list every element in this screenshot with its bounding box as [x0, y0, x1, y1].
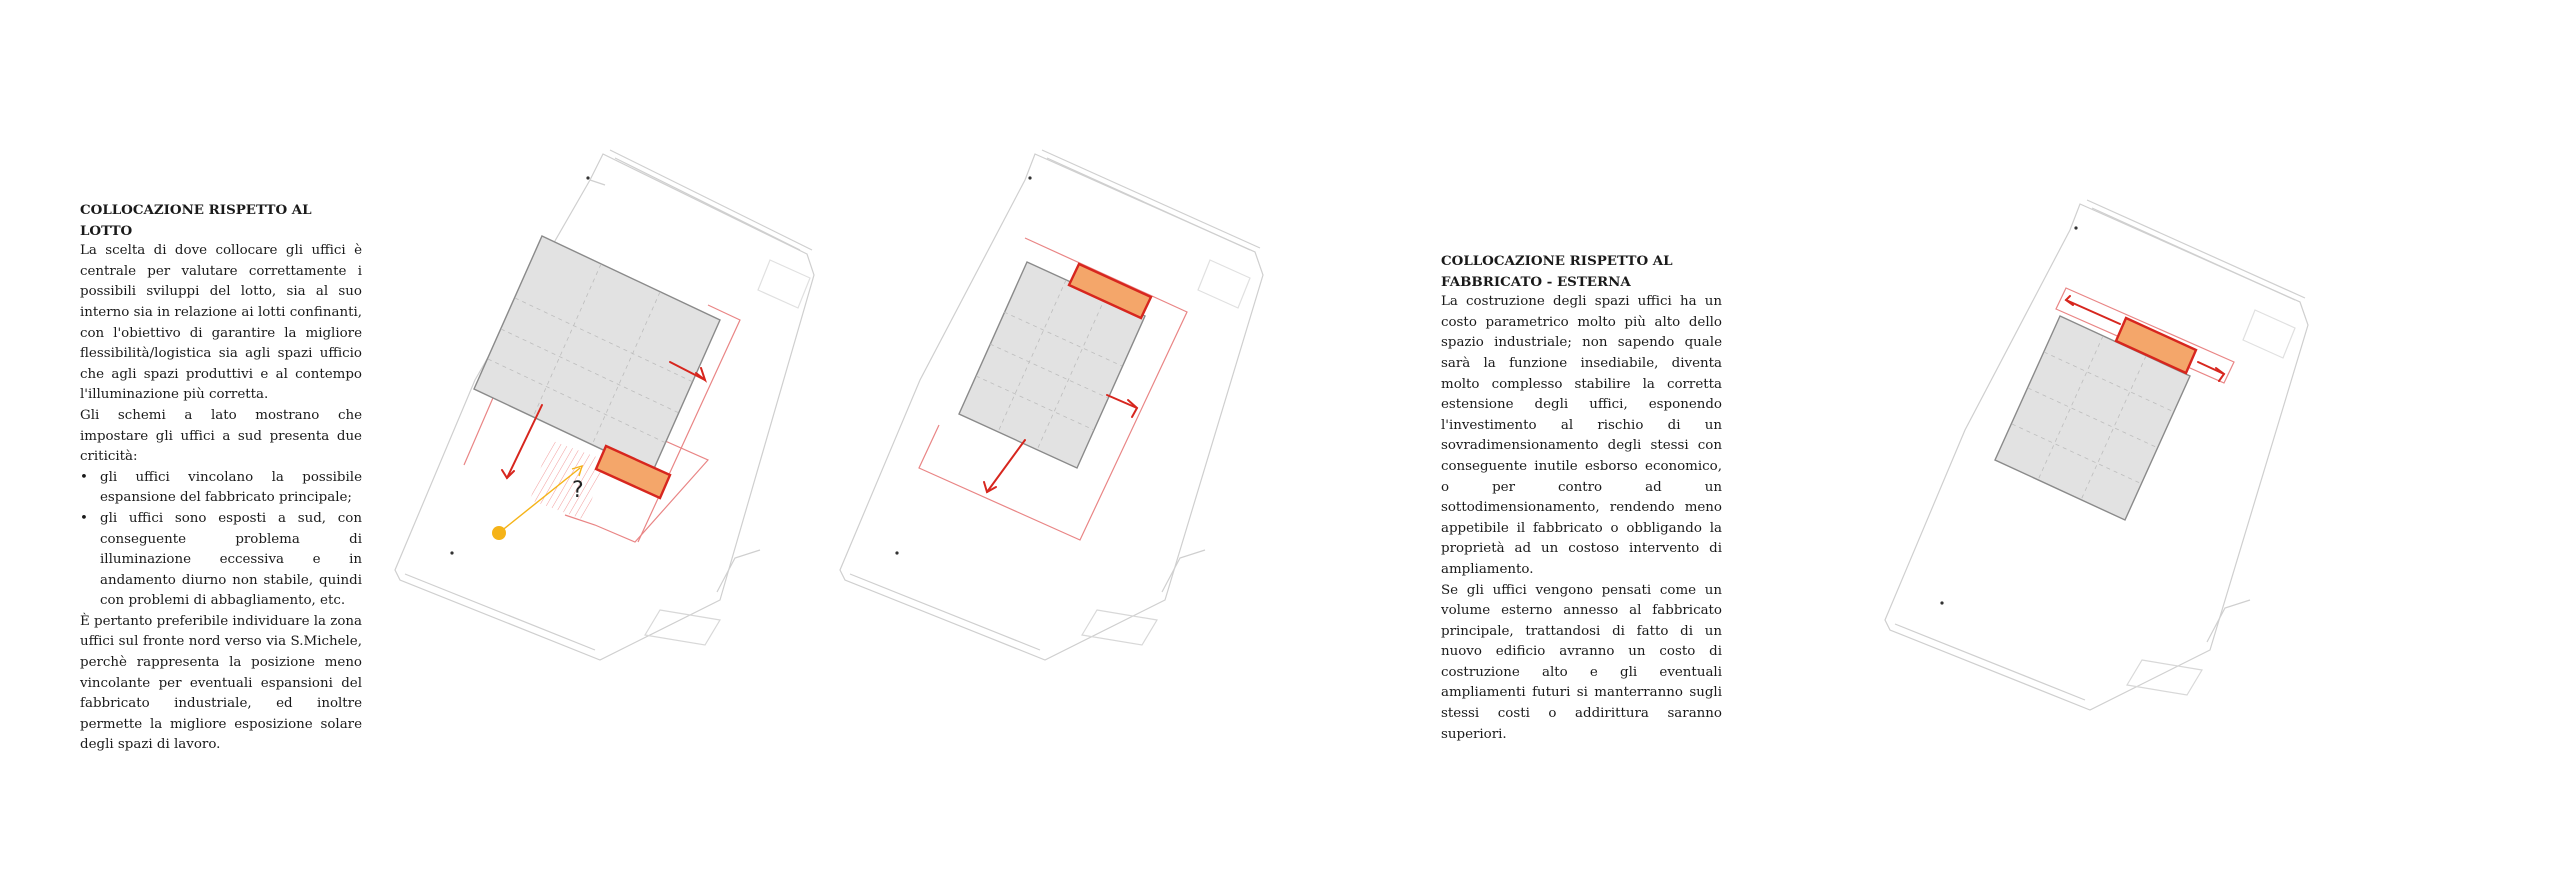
marker-dot	[895, 551, 898, 554]
site-diagram-south-offices	[390, 140, 830, 680]
industrial-building	[474, 236, 720, 473]
marker-dot	[450, 551, 453, 554]
paragraph-conclusione: È pertanto preferibile individuare la zona uffici sul fronte nord verso via S.Michele, perchè rappresenta la posizione meno vincolante per eventuali espansioni del fabbricato industriale, ed inoltre permette la migliore esposizione solare degli spazi di lavoro.	[80, 613, 363, 753]
text-block-fabbricato	[1441, 251, 1722, 745]
bullet-item: • gli uffici vincolano la possibile espansione del fabbricato principale;	[80, 468, 362, 509]
marker-dot	[1940, 601, 1943, 604]
paragraph-volume-esterno: Se gli uffici vengono pensati come un volume esterno annesso al fabbricato principale, trattandosi di fatto di un nuovo edificio avranno un costo di costruzione alto e gli eventuali ampliamenti futuri si manterranno sugli stessi costi o addirittura saranno superiori.	[1441, 582, 1722, 742]
marker-dot	[1028, 176, 1031, 179]
site-diagram-external-annex	[1880, 190, 2320, 730]
expansion-arrow	[984, 440, 1025, 492]
marker-dot	[586, 176, 589, 179]
question-mark: ?	[572, 478, 584, 503]
hatched-area	[530, 440, 605, 520]
expansion-arrow	[1107, 395, 1137, 417]
expansion-arrow	[2198, 362, 2224, 381]
paragraph-costi: La costruzione degli spazi uffici ha un costo parametrico molto più alto dello spazio industriale; non sapendo quale sarà la funzione insediabile, diventa molto complesso stabilire la corretta estensione degli uffici, esponendo l'investimento al rischio di un sovradimensionamento degli stessi con conseguente inutile esborso economico, o per contro ad un sottodimensionamento, rendendo meno appetibile il fabbricato o obbligando la proprietà ad un costoso intervento di ampliamento.	[1441, 294, 1722, 577]
section-title-fabbricato: COLLOCAZIONE RISPETTO AL FABBRICATO - ESTERNA	[1441, 253, 1673, 290]
sun-icon	[492, 526, 506, 540]
paragraph-intro: La scelta di dove collocare gli uffici è centrale per valutare correttamente i possibili sviluppi del lotto, sia al suo interno sia in relazione ai lotti confinanti, con l'obiettivo di garantire la migliore flessibilità/logistica sia agli spazi ufficio che agli spazi produttivi e al contempo l'illuminazione più corretta.	[80, 243, 362, 403]
bullet-item: • gli uffici sono esposti a sud, con conseguente problema di illuminazione eccessiva e in andamento diurno non stabile, quindi con problemi di abbagliamento, etc.	[80, 509, 362, 612]
expansion-arrow	[502, 405, 542, 478]
text-block-lotto	[80, 200, 362, 756]
marker-dot	[2074, 226, 2077, 229]
paragraph-criticita: Gli schemi a lato mostrano che impostare gli uffici a sud presenta due criticità:	[80, 407, 362, 465]
bullet-list-criticita	[80, 468, 362, 612]
site-diagram-north-offices	[835, 140, 1275, 680]
section-title-lotto: COLLOCAZIONE RISPETTO AL LOTTO	[80, 202, 312, 239]
